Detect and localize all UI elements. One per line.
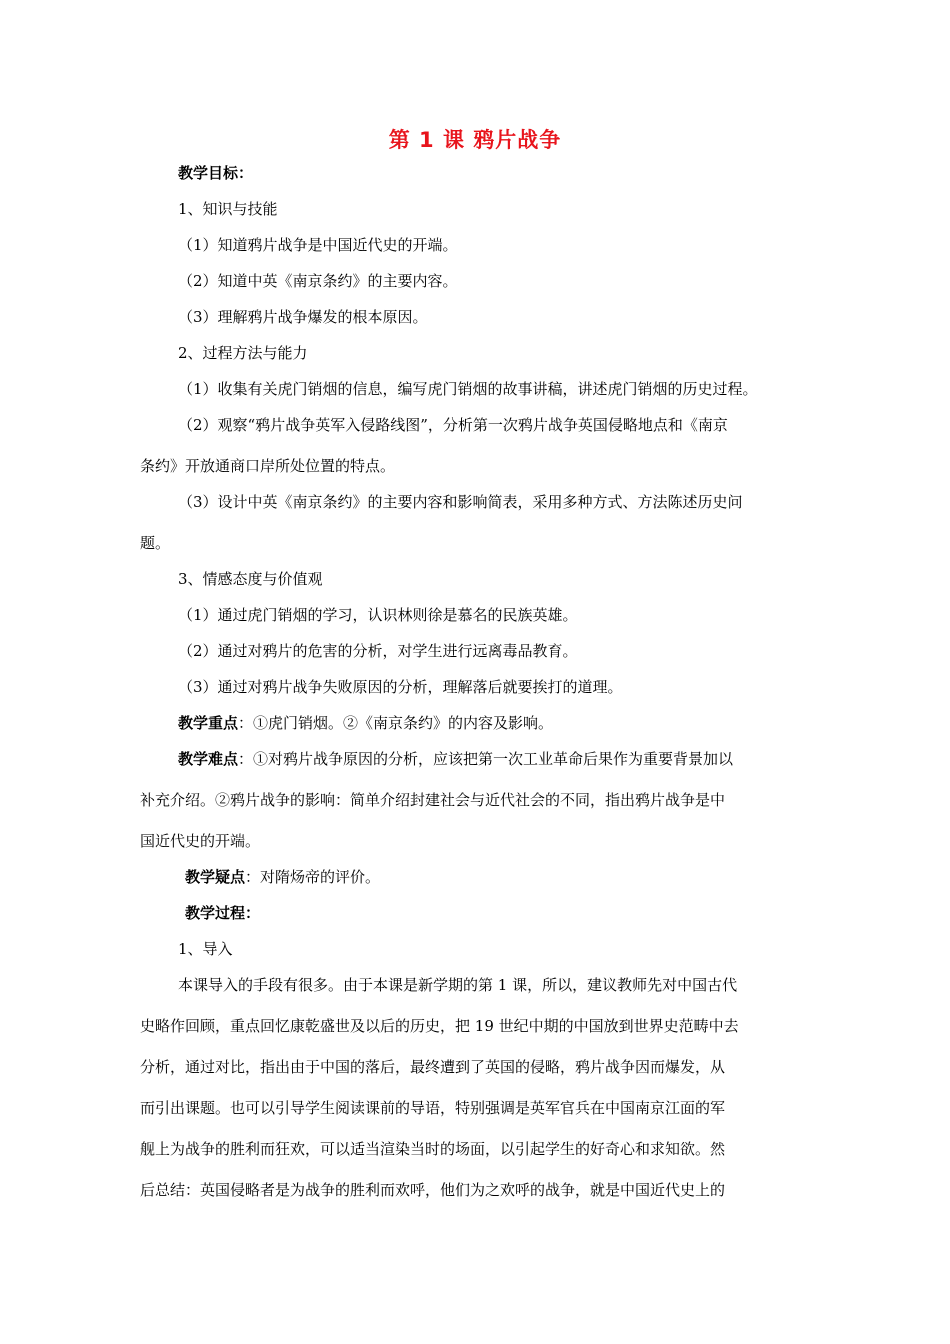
intro-line-3: 分析，通过对比，指出由于中国的落后，最终遭到了英国的侵略，鸦片战争因而爆发，从: [140, 1058, 726, 1076]
s3-item-1: （1）通过虎门销烟的学习，认识林则徐是慕名的民族英雄。: [178, 606, 578, 624]
section3-heading: 3、情感态度与价值观: [178, 570, 323, 588]
intro-line-6: 后总结：英国侵略者是为战争的胜利而欢呼，他们为之欢呼的战争，就是中国近代史上的: [140, 1181, 726, 1199]
key-points-label: 教学重点: [178, 714, 239, 732]
difficulty-line-1: [178, 749, 733, 769]
difficulty-label: 教学难点: [178, 750, 239, 768]
doubt-label: 教学疑点: [185, 868, 246, 886]
process-step-1: 1、导入: [178, 940, 233, 958]
s3-item-2: （2）通过对鸦片的危害的分析，对学生进行远离毒品教育。: [178, 642, 578, 660]
difficulty-line-3: 国近代史的开端。: [140, 832, 261, 850]
s1-item-2: （2）知道中英《南京条约》的主要内容。: [178, 272, 458, 290]
s2-item-3-line-1: （3）设计中英《南京条约》的主要内容和影响简表，采用多种方式、方法陈述历史问: [178, 493, 743, 511]
key-points: [178, 713, 553, 733]
s1-item-1: （1）知道鸦片战争是中国近代史的开端。: [178, 236, 458, 254]
section2-heading: 2、过程方法与能力: [178, 344, 308, 362]
intro-line-2: 史略作回顾，重点回忆康乾盛世及以后的历史，把 19 世纪中期的中国放到世界史范畴中去: [140, 1017, 739, 1035]
intro-line-4: 而引出课题。也可以引导学生阅读课前的导语，特别强调是英军官兵在中国南京江面的军: [140, 1099, 726, 1117]
section1-heading: 1、知识与技能: [178, 200, 278, 218]
doubt-text: ：对隋炀帝的评价。: [245, 868, 381, 886]
intro-line-1: 本课导入的手段有很多。由于本课是新学期的第 1 课，所以，建议教师先对中国古代: [178, 976, 738, 994]
s2-item-3-line-2: 题。: [140, 534, 171, 552]
key-points-text: ：①虎门销烟。②《南京条约》的内容及影响。: [238, 714, 554, 732]
difficulty-text-1: ：①对鸦片战争原因的分析，应该把第一次工业革命后果作为重要背景加以: [238, 750, 734, 768]
doubt-point: [185, 867, 380, 887]
s2-item-2-line-2: 条约》开放通商口岸所处位置的特点。: [140, 457, 396, 475]
difficulty-line-2: 补充介绍。②鸦片战争的影响：简单介绍封建社会与近代社会的不同，指出鸦片战争是中: [140, 791, 726, 809]
s3-item-3: （3）通过对鸦片战争失败原因的分析，理解落后就要挨打的道理。: [178, 678, 623, 696]
s1-item-3: （3）理解鸦片战争爆发的根本原因。: [178, 308, 428, 326]
intro-line-5: 舰上为战争的胜利而狂欢，可以适当渲染当时的场面，以引起学生的好奇心和求知欲。然: [140, 1140, 726, 1158]
s2-item-2-line-1: （2）观察“鸦片战争英军入侵路线图”，分析第一次鸦片战争英国侵略地点和《南京: [178, 416, 728, 434]
process-heading: 教学过程：: [185, 904, 261, 922]
s2-item-1: （1）收集有关虎门销烟的信息，编写虎门销烟的故事讲稿，讲述虎门销烟的历史过程。: [178, 380, 758, 398]
page-title: 第 1 课 鸦片战争: [388, 128, 562, 152]
objectives-heading: 教学目标：: [178, 164, 254, 182]
